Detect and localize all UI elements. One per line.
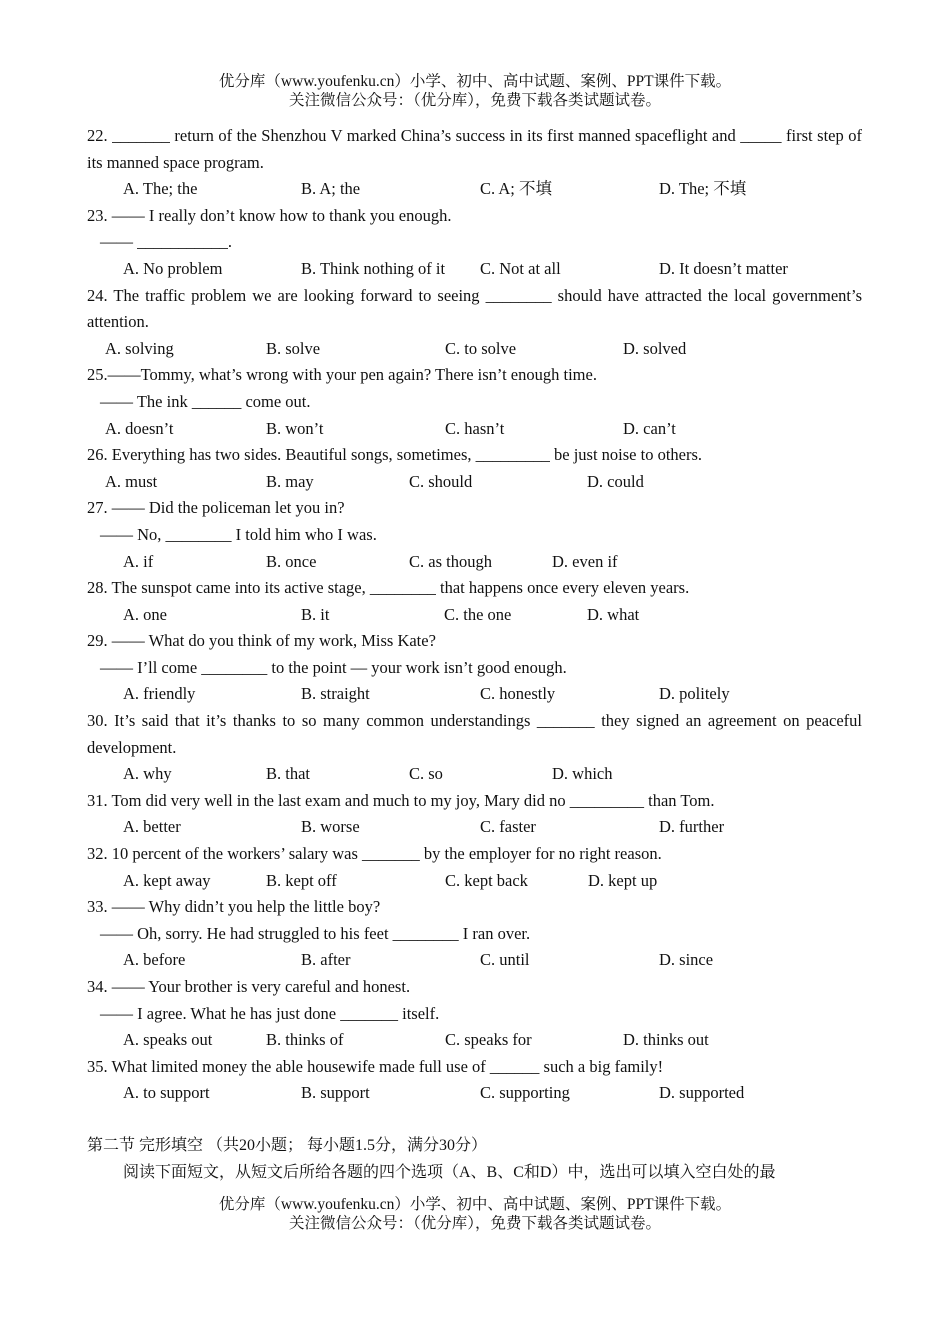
option-d: D. which (552, 764, 613, 784)
section-title: 第二节 完形填空 （共20小题； 每小题1.5分，满分30分） (87, 1136, 488, 1154)
question-dialog-line: —— No, ________ I told him who I was. (100, 524, 377, 544)
option-c: C. should (409, 471, 473, 491)
question-list (87, 123, 862, 1186)
question-stem: 30. It’s said that it’s thanks to so many common understandings _______ they signed an agreement on peaceful development. (87, 711, 862, 757)
option-a: A. one (123, 604, 167, 624)
option-c: C. Not at all (480, 258, 561, 278)
option-a: A. speaks out (123, 1030, 213, 1050)
option-c: C. kept back (445, 870, 528, 890)
question-stem: 24. The traffic problem we are looking forward to seeing ________ should have attracted the local government’s attention. (87, 285, 862, 332)
question-q34 (87, 974, 862, 1054)
question-q30 (87, 708, 862, 788)
answer-options (87, 256, 862, 283)
page-footer (0, 1195, 950, 1233)
answer-options (87, 814, 862, 841)
option-d: D. further (659, 817, 725, 837)
question-stem: 35. What limited money the able housewife made full use of ______ such a big family! (87, 1056, 664, 1076)
question-dialog-line: —— I agree. What he has just done _______ itself. (100, 1003, 440, 1023)
question-q29 (87, 628, 862, 708)
option-d: D. supported (659, 1083, 745, 1103)
question-dialog-line: —— I’ll come ________ to the point — your work isn’t good enough. (100, 657, 567, 677)
question-q22 (87, 123, 862, 203)
option-d: D. thinks out (623, 1030, 709, 1050)
option-b: B. may (266, 471, 314, 491)
option-c: C. as though (409, 551, 492, 571)
question-dialog-line: —— The ink ______ come out. (100, 391, 311, 411)
option-d: D. since (659, 950, 714, 970)
footer-line-2: 关注微信公众号：（优分库），免费下载各类试题试卷。 (288, 1215, 661, 1232)
answer-options (87, 868, 862, 895)
option-c: C. until (480, 950, 530, 970)
question-dialog-line: —— ___________. (100, 232, 232, 252)
question-stem: 28. The sunspot came into its active stage, ________ that happens once every eleven years. (87, 578, 690, 598)
question-q33 (87, 894, 862, 974)
question-q32 (87, 841, 862, 894)
option-b: B. worse (301, 817, 360, 837)
option-b: B. support (301, 1083, 370, 1103)
option-c: C. speaks for (445, 1030, 532, 1050)
question-stem: 23. —— I really don’t know how to thank you enough. (87, 205, 452, 225)
option-c: C. A; 不填 (480, 179, 552, 199)
option-c: C. supporting (480, 1083, 570, 1103)
option-a: A. The; the (123, 179, 198, 199)
header-line-1: 优分库（www.youfenku.cn）小学、初中、高中试题、案例、PPT课件下载。 (218, 73, 732, 90)
option-a: A. why (123, 764, 172, 784)
question-stem: 29. —— What do you think of my work, Miss Kate? (87, 631, 436, 651)
answer-options (87, 947, 862, 974)
question-stem: 33. —— Why didn’t you help the little boy? (87, 897, 381, 917)
question-dialog-line: —— Oh, sorry. He had struggled to his feet ________ I ran over. (100, 923, 531, 943)
option-d: D. The; 不填 (659, 179, 747, 199)
question-stem: 32. 10 percent of the workers’ salary was _______ by the employer for no right reason. (87, 844, 662, 864)
option-c: C. the one (444, 604, 512, 624)
footer-line-1: 优分库（www.youfenku.cn）小学、初中、高中试题、案例、PPT课件下载。 (218, 1196, 732, 1213)
option-c: C. faster (480, 817, 536, 837)
question-q27 (87, 495, 862, 575)
option-d: D. politely (659, 684, 730, 704)
question-stem: 25.——Tommy, what’s wrong with your pen again? There isn’t enough time. (87, 365, 597, 385)
option-b: B. straight (301, 684, 370, 704)
question-q23 (87, 203, 862, 283)
option-a: A. better (123, 817, 181, 837)
option-a: A. if (123, 551, 154, 571)
answer-options (87, 761, 862, 788)
option-c: C. so (409, 764, 443, 784)
option-d: D. could (587, 471, 644, 491)
option-b: B. that (266, 764, 310, 784)
option-a: A. kept away (123, 870, 211, 890)
option-c: C. hasn’t (445, 418, 505, 438)
option-b: B. A; the (301, 179, 361, 199)
question-stem: 34. —— Your brother is very careful and honest. (87, 977, 411, 996)
answer-options (87, 681, 862, 708)
option-b: B. it (301, 604, 330, 624)
option-a: A. No problem (123, 258, 223, 278)
answer-options (87, 416, 862, 443)
question-q31 (87, 788, 862, 841)
question-q25 (87, 362, 862, 442)
question-stem: 27. —— Did the policeman let you in? (87, 498, 345, 518)
header-line-2: 关注微信公众号：（优分库），免费下载各类试题试卷。 (288, 92, 661, 109)
option-b: B. solve (266, 338, 321, 358)
option-b: B. Think nothing of it (301, 258, 446, 278)
question-q35 (87, 1054, 862, 1107)
option-d: D. It doesn’t matter (659, 258, 788, 278)
question-q28 (87, 575, 862, 628)
option-a: A. before (123, 950, 186, 970)
option-d: D. kept up (588, 870, 658, 890)
section-instruction: 阅读下面短文，从短文后所给各题的四个选项（A、B、C和D）中，选出可以填入空白处的最 (123, 1163, 776, 1181)
answer-options (87, 549, 862, 576)
question-q24 (87, 283, 862, 363)
answer-options (87, 1080, 862, 1107)
option-d: D. even if (552, 551, 618, 571)
question-q26 (87, 442, 862, 495)
page-header (0, 72, 950, 110)
option-c: C. honestly (480, 684, 556, 704)
answer-options (87, 602, 862, 629)
question-stem: 22. _______ return of the Shenzhou V marked China’s success in its first manned spaceflight and _____ first step of its manned space program. (87, 126, 862, 172)
option-c: C. to solve (445, 338, 517, 358)
spacer (87, 1107, 862, 1133)
answer-options (87, 469, 862, 496)
answer-options (87, 336, 862, 363)
option-b: B. after (301, 950, 351, 970)
option-d: D. what (587, 604, 640, 624)
option-a: A. must (105, 471, 158, 491)
option-a: A. solving (105, 338, 174, 358)
option-b: B. thinks of (266, 1030, 344, 1050)
answer-options (87, 176, 862, 203)
option-d: D. can’t (623, 418, 676, 438)
question-stem: 26. Everything has two sides. Beautiful songs, sometimes, _________ be just noise to others. (87, 445, 703, 465)
option-b: B. kept off (266, 870, 337, 890)
option-a: A. doesn’t (105, 418, 174, 438)
option-b: B. won’t (266, 418, 324, 438)
question-stem: 31. Tom did very well in the last exam and much to my joy, Mary did no _________ than Tom. (87, 790, 715, 810)
answer-options (87, 1027, 862, 1054)
option-a: A. to support (123, 1083, 210, 1103)
option-a: A. friendly (123, 684, 196, 704)
option-d: D. solved (623, 338, 687, 358)
option-b: B. once (266, 551, 317, 571)
